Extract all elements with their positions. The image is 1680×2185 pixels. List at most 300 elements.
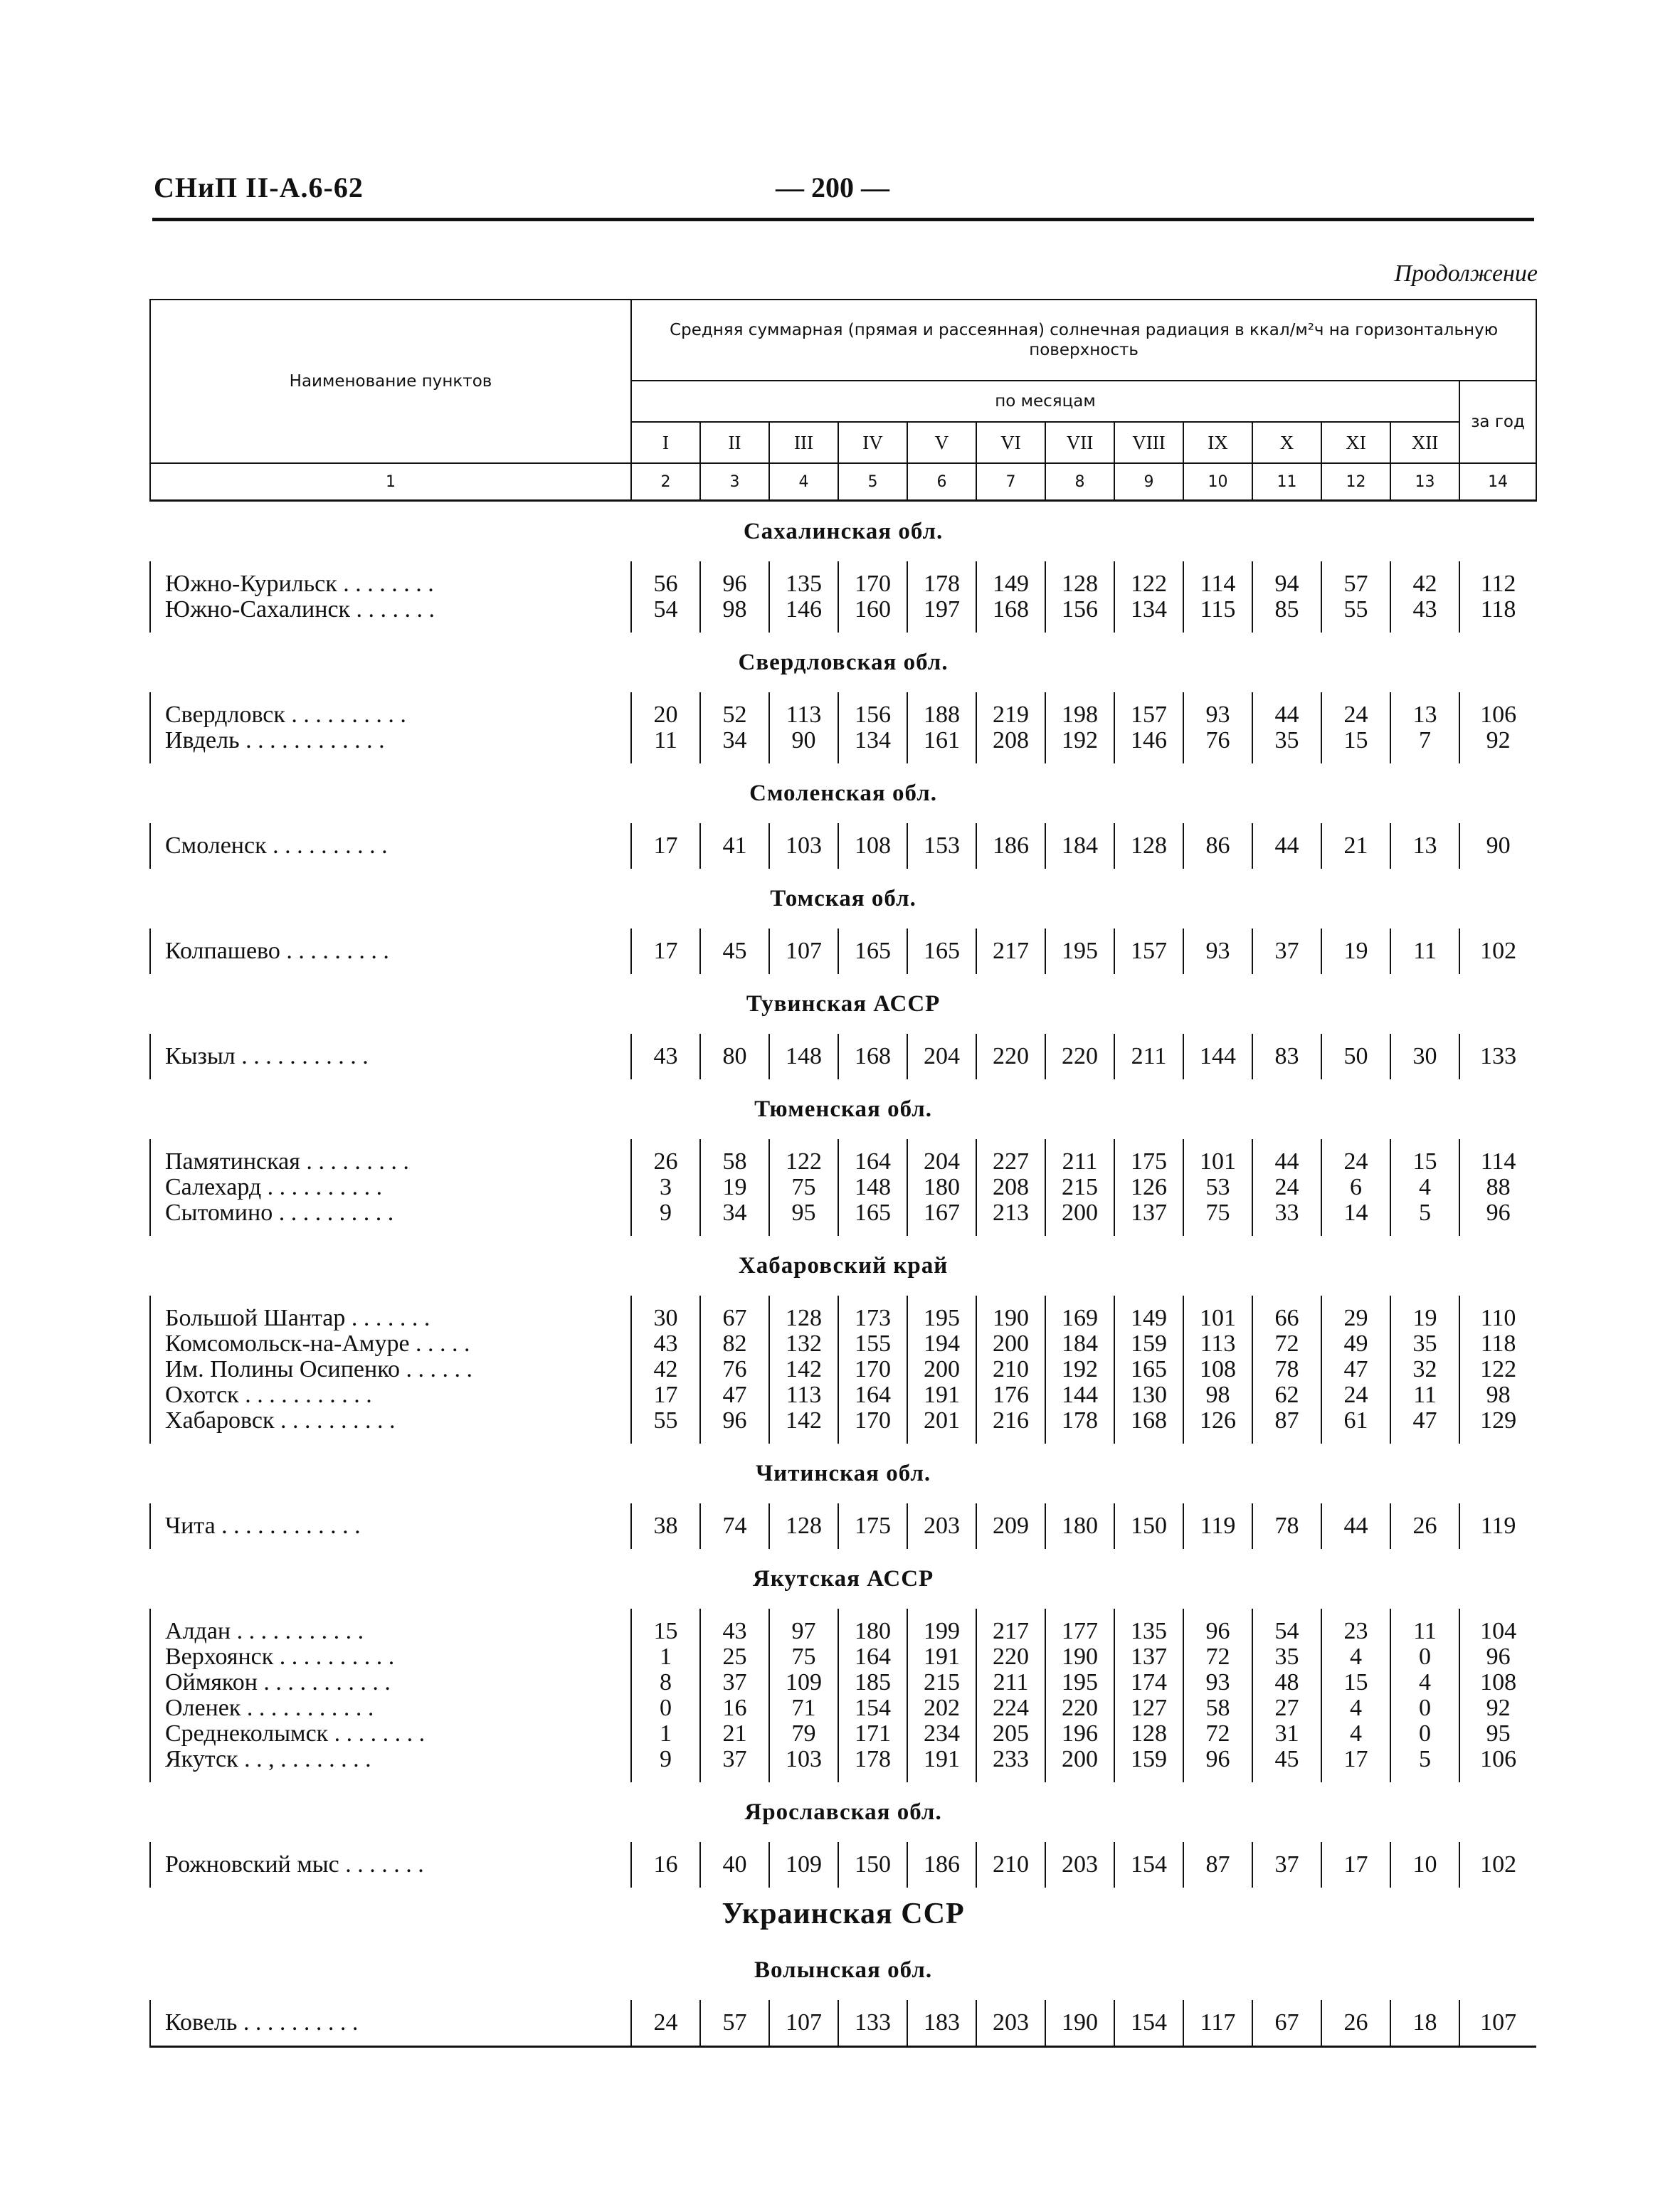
value-month-I: 38 bbox=[631, 1513, 700, 1539]
spacer-cell bbox=[1045, 623, 1114, 633]
value-month-XI: 4 bbox=[1321, 1721, 1390, 1747]
spacer-row bbox=[150, 1609, 1536, 1619]
value-month-X: 44 bbox=[1252, 833, 1321, 859]
spacer-cell bbox=[1114, 964, 1183, 974]
value-month-XII: 32 bbox=[1390, 1357, 1459, 1382]
column-number-8: 8 bbox=[1045, 463, 1114, 501]
spacer-cell bbox=[1252, 561, 1321, 571]
value-month-III: 148 bbox=[769, 1044, 838, 1069]
spacer-cell bbox=[907, 964, 976, 974]
region-row bbox=[150, 763, 1536, 823]
value-month-XI: 21 bbox=[1321, 833, 1390, 859]
value-month-IX: 114 bbox=[1183, 571, 1252, 597]
value-month-X: 94 bbox=[1252, 571, 1321, 597]
value-month-IV: 170 bbox=[838, 1408, 907, 1434]
spacer-cell bbox=[769, 1772, 838, 1782]
value-month-III: 113 bbox=[769, 702, 838, 728]
spacer-cell bbox=[1114, 2036, 1183, 2047]
spacer-row bbox=[150, 623, 1536, 633]
spacer-cell bbox=[700, 1139, 769, 1149]
spacer-cell bbox=[1390, 859, 1459, 869]
value-month-V: 195 bbox=[907, 1306, 976, 1331]
spacer-cell bbox=[150, 1034, 631, 1044]
spacer-cell bbox=[1321, 1434, 1390, 1444]
spacer-cell bbox=[1045, 2036, 1114, 2047]
value-month-II: 25 bbox=[700, 1644, 769, 1670]
value-month-I: 16 bbox=[631, 1852, 700, 1878]
value-month-IV: 171 bbox=[838, 1721, 907, 1747]
region-row bbox=[150, 1079, 1536, 1139]
spacer-cell bbox=[1252, 1226, 1321, 1236]
spacer-cell bbox=[1321, 2000, 1390, 2010]
spacer-cell bbox=[1114, 1539, 1183, 1549]
value-month-IX: 76 bbox=[1183, 728, 1252, 753]
spacer-cell bbox=[700, 692, 769, 702]
value-month-XII: 15 bbox=[1390, 1149, 1459, 1175]
table-row bbox=[150, 1513, 1536, 1539]
value-month-V: 180 bbox=[907, 1175, 976, 1200]
value-month-VII: 200 bbox=[1045, 1200, 1114, 1226]
value-month-VIII: 135 bbox=[1114, 1619, 1183, 1644]
region-name: Томская обл. bbox=[770, 886, 916, 911]
value-month-V: 165 bbox=[907, 938, 976, 964]
value-month-VIII: 154 bbox=[1114, 2010, 1183, 2036]
value-month-II: 37 bbox=[700, 1670, 769, 1695]
spacer-cell bbox=[631, 692, 700, 702]
spacer-cell bbox=[1045, 561, 1114, 571]
spacer-cell bbox=[1390, 929, 1459, 938]
value-month-III: 128 bbox=[769, 1306, 838, 1331]
value-month-V: 197 bbox=[907, 597, 976, 623]
value-month-I: 9 bbox=[631, 1747, 700, 1772]
value-month-V: 215 bbox=[907, 1670, 976, 1695]
value-month-I: 9 bbox=[631, 1200, 700, 1226]
value-month-I: 1 bbox=[631, 1644, 700, 1670]
value-month-VI: 227 bbox=[976, 1149, 1045, 1175]
value-month-VII: 192 bbox=[1045, 728, 1114, 753]
spacer-cell bbox=[1114, 1139, 1183, 1149]
value-month-VII: 184 bbox=[1045, 1331, 1114, 1357]
spacer-cell bbox=[976, 753, 1045, 763]
value-month-III: 146 bbox=[769, 597, 838, 623]
month-header-III: III bbox=[769, 422, 838, 463]
spacer-cell bbox=[838, 1539, 907, 1549]
column-header-name: Наименование пунктов bbox=[150, 300, 631, 463]
spacer-cell bbox=[631, 964, 700, 974]
spacer-cell bbox=[1183, 1503, 1252, 1513]
value-month-III: 71 bbox=[769, 1695, 838, 1721]
value-month-II: 74 bbox=[700, 1513, 769, 1539]
value-month-IV: 175 bbox=[838, 1513, 907, 1539]
spacer-cell bbox=[1390, 1139, 1459, 1149]
station-name: Охотск . . . . . . . . . . . bbox=[150, 1382, 631, 1408]
spacer-cell bbox=[1114, 1434, 1183, 1444]
value-month-VII: 144 bbox=[1045, 1382, 1114, 1408]
spacer-cell bbox=[1045, 2000, 1114, 2010]
spacer-cell bbox=[700, 561, 769, 571]
region-name: Свердловская обл. bbox=[738, 650, 949, 675]
spacer-cell bbox=[838, 1434, 907, 1444]
value-month-V: 199 bbox=[907, 1619, 976, 1644]
spacer-cell bbox=[700, 1034, 769, 1044]
spacer-cell bbox=[1252, 1539, 1321, 1549]
value-year: 95 bbox=[1459, 1721, 1536, 1747]
value-month-XI: 4 bbox=[1321, 1644, 1390, 1670]
value-month-II: 76 bbox=[700, 1357, 769, 1382]
spacer-cell bbox=[1459, 1772, 1536, 1782]
value-month-XI: 6 bbox=[1321, 1175, 1390, 1200]
table-row bbox=[150, 702, 1536, 728]
value-month-VIII: 211 bbox=[1114, 1044, 1183, 1069]
value-month-XI: 23 bbox=[1321, 1619, 1390, 1644]
spacer-cell bbox=[838, 1842, 907, 1852]
value-month-IV: 133 bbox=[838, 2010, 907, 2036]
spacer-cell bbox=[700, 964, 769, 974]
value-month-VI: 233 bbox=[976, 1747, 1045, 1772]
spacer-cell bbox=[1321, 623, 1390, 633]
value-month-XII: 42 bbox=[1390, 571, 1459, 597]
spacer-cell bbox=[976, 2036, 1045, 2047]
spacer-row bbox=[150, 964, 1536, 974]
value-month-V: 201 bbox=[907, 1408, 976, 1434]
value-month-XII: 35 bbox=[1390, 1331, 1459, 1357]
month-header-V: V bbox=[907, 422, 976, 463]
column-header-year: за год bbox=[1459, 381, 1536, 463]
value-month-V: 188 bbox=[907, 702, 976, 728]
spacer-cell bbox=[976, 1226, 1045, 1236]
value-month-I: 54 bbox=[631, 597, 700, 623]
spacer-cell bbox=[1183, 1069, 1252, 1079]
value-month-VIII: 126 bbox=[1114, 1175, 1183, 1200]
spacer-cell bbox=[631, 859, 700, 869]
value-month-II: 96 bbox=[700, 571, 769, 597]
spacer-cell bbox=[976, 1772, 1045, 1782]
value-month-VIII: 146 bbox=[1114, 728, 1183, 753]
value-month-VIII: 128 bbox=[1114, 1721, 1183, 1747]
station-name: Салехард . . . . . . . . . . bbox=[150, 1175, 631, 1200]
spacer-cell bbox=[700, 623, 769, 633]
value-month-IX: 96 bbox=[1183, 1747, 1252, 1772]
value-month-III: 128 bbox=[769, 1513, 838, 1539]
spacer-cell bbox=[976, 1842, 1045, 1852]
spacer-cell bbox=[1390, 1503, 1459, 1513]
station-name: Ивдель . . . . . . . . . . . . bbox=[150, 728, 631, 753]
region-name: Тюменская обл. bbox=[754, 1096, 933, 1122]
value-month-VII: 196 bbox=[1045, 1721, 1114, 1747]
spacer-cell bbox=[838, 1034, 907, 1044]
spacer-cell bbox=[1252, 1609, 1321, 1619]
value-month-VII: 220 bbox=[1045, 1695, 1114, 1721]
spacer-cell bbox=[1459, 1226, 1536, 1236]
table-row bbox=[150, 1747, 1536, 1772]
spacer-cell bbox=[1183, 1034, 1252, 1044]
value-month-XII: 19 bbox=[1390, 1306, 1459, 1331]
spacer-cell bbox=[700, 753, 769, 763]
value-month-IX: 117 bbox=[1183, 2010, 1252, 2036]
continuation-label: Продолжение bbox=[1394, 260, 1538, 287]
spacer-cell bbox=[1045, 753, 1114, 763]
value-year: 133 bbox=[1459, 1044, 1536, 1069]
table-body bbox=[150, 501, 1536, 2047]
value-month-VI: 209 bbox=[976, 1513, 1045, 1539]
spacer-cell bbox=[907, 692, 976, 702]
region-name: Украинская ССР bbox=[722, 1898, 965, 1930]
spacer-cell bbox=[1321, 964, 1390, 974]
spacer-cell bbox=[769, 1139, 838, 1149]
value-month-XI: 49 bbox=[1321, 1331, 1390, 1357]
spacer-cell bbox=[1114, 1842, 1183, 1852]
spacer-cell bbox=[700, 1842, 769, 1852]
table-row bbox=[150, 1408, 1536, 1434]
spacer-cell bbox=[907, 1539, 976, 1549]
spacer-cell bbox=[1459, 1539, 1536, 1549]
value-month-III: 142 bbox=[769, 1408, 838, 1434]
station-name: Колпашево . . . . . . . . . bbox=[150, 938, 631, 964]
spacer-row bbox=[150, 561, 1536, 571]
value-month-III: 109 bbox=[769, 1852, 838, 1878]
spacer-cell bbox=[1321, 859, 1390, 869]
value-month-VI: 208 bbox=[976, 728, 1045, 753]
table-row bbox=[150, 1644, 1536, 1670]
value-month-I: 17 bbox=[631, 1382, 700, 1408]
spacer-row bbox=[150, 1842, 1536, 1852]
value-month-I: 3 bbox=[631, 1175, 700, 1200]
value-year: 96 bbox=[1459, 1200, 1536, 1226]
spacer-row bbox=[150, 1034, 1536, 1044]
month-header-VI: VI bbox=[976, 422, 1045, 463]
spacer-cell bbox=[838, 964, 907, 974]
spacer-cell bbox=[150, 1772, 631, 1782]
spacer-cell bbox=[769, 823, 838, 833]
value-month-XII: 30 bbox=[1390, 1044, 1459, 1069]
spacer-cell bbox=[1045, 1772, 1114, 1782]
spacer-cell bbox=[700, 1878, 769, 1888]
value-month-VI: 213 bbox=[976, 1200, 1045, 1226]
value-month-IV: 180 bbox=[838, 1619, 907, 1644]
value-month-IV: 164 bbox=[838, 1644, 907, 1670]
spacer-cell bbox=[1045, 1434, 1114, 1444]
spacer-cell bbox=[1459, 823, 1536, 833]
spacer-cell bbox=[1390, 1842, 1459, 1852]
value-month-IV: 173 bbox=[838, 1306, 907, 1331]
value-month-IX: 93 bbox=[1183, 1670, 1252, 1695]
value-month-XI: 24 bbox=[1321, 1149, 1390, 1175]
column-number-11: 11 bbox=[1252, 463, 1321, 501]
value-month-X: 78 bbox=[1252, 1513, 1321, 1539]
spacer-cell bbox=[907, 1034, 976, 1044]
spacer-cell bbox=[976, 1878, 1045, 1888]
region-row bbox=[150, 501, 1536, 562]
value-year: 96 bbox=[1459, 1644, 1536, 1670]
value-month-IX: 101 bbox=[1183, 1149, 1252, 1175]
value-year: 106 bbox=[1459, 1747, 1536, 1772]
spacer-cell bbox=[1183, 823, 1252, 833]
spacer-cell bbox=[150, 1434, 631, 1444]
spacer-cell bbox=[976, 1296, 1045, 1306]
spacer-cell bbox=[1459, 753, 1536, 763]
column-number-5: 5 bbox=[838, 463, 907, 501]
table-row bbox=[150, 1721, 1536, 1747]
spacer-cell bbox=[1321, 692, 1390, 702]
spacer-cell bbox=[1459, 1296, 1536, 1306]
value-month-VII: 203 bbox=[1045, 1852, 1114, 1878]
spacer-cell bbox=[1252, 2036, 1321, 2047]
region-row bbox=[150, 1782, 1536, 1842]
month-header-X: X bbox=[1252, 422, 1321, 463]
value-month-IX: 115 bbox=[1183, 597, 1252, 623]
spacer-cell bbox=[700, 2000, 769, 2010]
value-month-IX: 126 bbox=[1183, 1408, 1252, 1434]
spacer-cell bbox=[1321, 1139, 1390, 1149]
spacer-row bbox=[150, 692, 1536, 702]
spacer-cell bbox=[1390, 692, 1459, 702]
station-name: Южно-Курильск . . . . . . . . bbox=[150, 571, 631, 597]
value-month-IX: 75 bbox=[1183, 1200, 1252, 1226]
spacer-cell bbox=[838, 1296, 907, 1306]
region-name: Читинская обл. bbox=[755, 1461, 931, 1486]
station-name: Комсомольск-на-Амуре . . . . . bbox=[150, 1331, 631, 1357]
value-month-VI: 219 bbox=[976, 702, 1045, 728]
region-name: Ярославская обл. bbox=[744, 1799, 942, 1825]
value-month-II: 19 bbox=[700, 1175, 769, 1200]
value-month-V: 194 bbox=[907, 1331, 976, 1357]
spacer-cell bbox=[1459, 1503, 1536, 1513]
spacer-cell bbox=[1252, 1503, 1321, 1513]
spacer-cell bbox=[1459, 1069, 1536, 1079]
spacer-cell bbox=[631, 1503, 700, 1513]
spacer-cell bbox=[1252, 1296, 1321, 1306]
spacer-cell bbox=[769, 1878, 838, 1888]
value-month-X: 45 bbox=[1252, 1747, 1321, 1772]
value-month-VII: 220 bbox=[1045, 1044, 1114, 1069]
value-month-I: 55 bbox=[631, 1408, 700, 1434]
spacer-cell bbox=[769, 1226, 838, 1236]
spacer-cell bbox=[1459, 623, 1536, 633]
radiation-table-wrapper bbox=[149, 299, 1536, 2048]
value-year: 98 bbox=[1459, 1382, 1536, 1408]
spacer-cell bbox=[838, 1226, 907, 1236]
spacer-cell bbox=[700, 1226, 769, 1236]
spacer-cell bbox=[1459, 1878, 1536, 1888]
spacer-cell bbox=[1252, 753, 1321, 763]
spacer-cell bbox=[150, 1878, 631, 1888]
spacer-cell bbox=[907, 753, 976, 763]
spacer-cell bbox=[976, 929, 1045, 938]
value-month-II: 34 bbox=[700, 1200, 769, 1226]
value-month-X: 33 bbox=[1252, 1200, 1321, 1226]
spacer-cell bbox=[1252, 1139, 1321, 1149]
value-month-V: 202 bbox=[907, 1695, 976, 1721]
value-month-XI: 15 bbox=[1321, 1670, 1390, 1695]
value-month-VI: 190 bbox=[976, 1306, 1045, 1331]
table-row bbox=[150, 1357, 1536, 1382]
table-row bbox=[150, 1044, 1536, 1069]
spacer-cell bbox=[150, 623, 631, 633]
spacer-cell bbox=[976, 1034, 1045, 1044]
value-month-XII: 11 bbox=[1390, 1619, 1459, 1644]
value-month-V: 178 bbox=[907, 571, 976, 597]
spacer-cell bbox=[631, 1842, 700, 1852]
spacer-cell bbox=[1252, 1878, 1321, 1888]
spacer-cell bbox=[1114, 1034, 1183, 1044]
value-year: 92 bbox=[1459, 1695, 1536, 1721]
value-month-IV: 165 bbox=[838, 1200, 907, 1226]
spacer-cell bbox=[1459, 1034, 1536, 1044]
spacer-cell bbox=[700, 1609, 769, 1619]
value-month-VI: 220 bbox=[976, 1044, 1045, 1069]
value-month-II: 98 bbox=[700, 597, 769, 623]
spacer-cell bbox=[1459, 561, 1536, 571]
station-name: Южно-Сахалинск . . . . . . . bbox=[150, 597, 631, 623]
spacer-cell bbox=[1114, 2000, 1183, 2010]
value-month-IV: 108 bbox=[838, 833, 907, 859]
value-month-I: 11 bbox=[631, 728, 700, 753]
value-month-II: 57 bbox=[700, 2010, 769, 2036]
station-name: Оймякон . . . . . . . . . . . bbox=[150, 1670, 631, 1695]
spacer-cell bbox=[1183, 1434, 1252, 1444]
value-month-XII: 5 bbox=[1390, 1200, 1459, 1226]
value-month-IV: 134 bbox=[838, 728, 907, 753]
spacer-cell bbox=[1252, 823, 1321, 833]
spacer-cell bbox=[1183, 1772, 1252, 1782]
spacer-cell bbox=[769, 1609, 838, 1619]
column-number-7: 7 bbox=[976, 463, 1045, 501]
column-number-12: 12 bbox=[1321, 463, 1390, 501]
spacer-cell bbox=[1459, 2000, 1536, 2010]
region-row bbox=[150, 1940, 1536, 2000]
value-month-VII: 184 bbox=[1045, 833, 1114, 859]
spacer-cell bbox=[838, 753, 907, 763]
spacer-cell bbox=[1045, 1842, 1114, 1852]
spacer-cell bbox=[907, 561, 976, 571]
spacer-cell bbox=[1252, 1069, 1321, 1079]
value-month-V: 204 bbox=[907, 1149, 976, 1175]
value-month-XII: 13 bbox=[1390, 702, 1459, 728]
spacer-cell bbox=[631, 2000, 700, 2010]
spacer-cell bbox=[907, 623, 976, 633]
value-month-VIII: 175 bbox=[1114, 1149, 1183, 1175]
spacer-cell bbox=[976, 859, 1045, 869]
table-row bbox=[150, 728, 1536, 753]
spacer-cell bbox=[907, 2000, 976, 2010]
value-year: 92 bbox=[1459, 728, 1536, 753]
value-month-XI: 44 bbox=[1321, 1513, 1390, 1539]
spacer-cell bbox=[976, 1609, 1045, 1619]
spacer-cell bbox=[1045, 1226, 1114, 1236]
station-name: Сытомино . . . . . . . . . . bbox=[150, 1200, 631, 1226]
spacer-cell bbox=[1459, 1139, 1536, 1149]
value-year: 119 bbox=[1459, 1513, 1536, 1539]
value-month-VII: 215 bbox=[1045, 1175, 1114, 1200]
table-row bbox=[150, 1619, 1536, 1644]
spacer-cell bbox=[1321, 823, 1390, 833]
value-month-II: 41 bbox=[700, 833, 769, 859]
value-year: 110 bbox=[1459, 1306, 1536, 1331]
table-row bbox=[150, 1175, 1536, 1200]
column-header-radiation: Средняя суммарная (прямая и рассеянная) солнечная радиация в ккал/м²ч на горизонтальную поверхность bbox=[631, 300, 1536, 381]
spacer-cell bbox=[769, 623, 838, 633]
region-name: Сахалинская обл. bbox=[743, 519, 944, 544]
value-month-II: 40 bbox=[700, 1852, 769, 1878]
value-month-XII: 4 bbox=[1390, 1175, 1459, 1200]
spacer-cell bbox=[1183, 753, 1252, 763]
spacer-cell bbox=[1183, 859, 1252, 869]
value-month-II: 80 bbox=[700, 1044, 769, 1069]
spacer-cell bbox=[1321, 1878, 1390, 1888]
value-month-IV: 160 bbox=[838, 597, 907, 623]
spacer-cell bbox=[150, 1226, 631, 1236]
spacer-cell bbox=[631, 623, 700, 633]
